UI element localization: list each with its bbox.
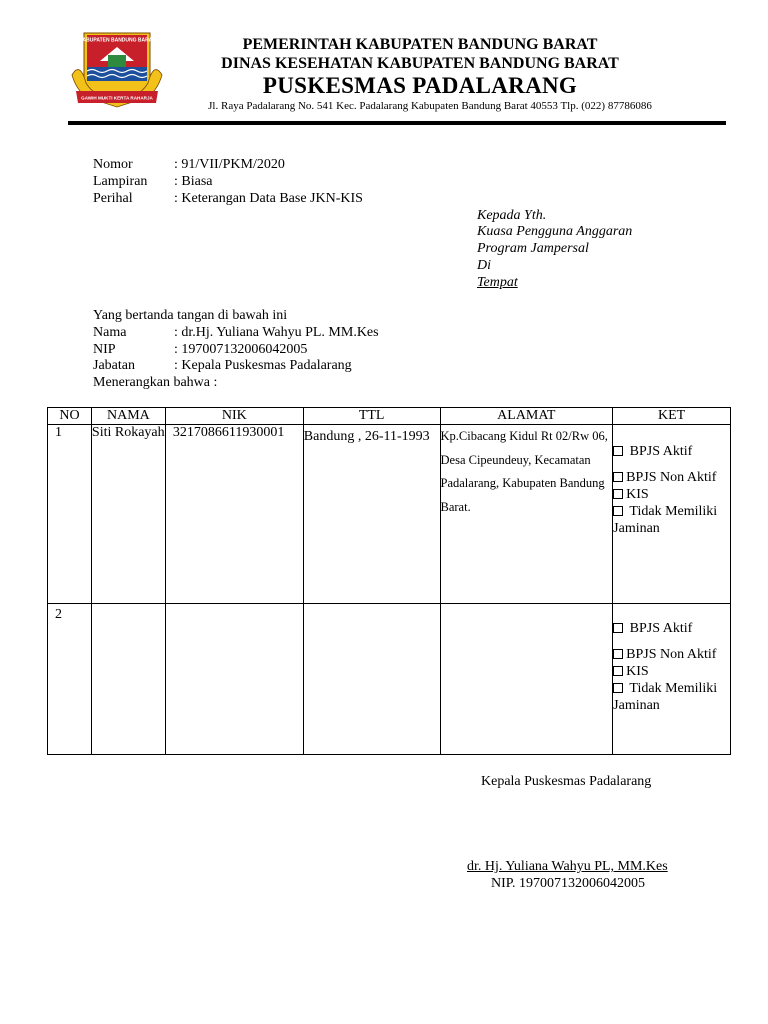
checkbox-icon[interactable] — [613, 506, 623, 516]
nama-value: : dr.Hj. Yuliana Wahyu PL. MM.Kes — [174, 325, 379, 340]
cell-nama — [91, 604, 165, 755]
header-line-puskesmas: PUSKESMAS PADALARANG — [262, 73, 578, 98]
header-line-government: PEMERINTAH KABUPATEN BANDUNG BARAT — [242, 36, 598, 53]
cell-no: 2 — [48, 604, 92, 755]
cell-ket — [613, 425, 731, 604]
recipient-line-3: Program Jampersal — [477, 241, 589, 256]
signature-nip: NIP. 197007132006042005 — [491, 876, 646, 891]
perihal-value: : Keterangan Data Base JKN-KIS — [174, 191, 363, 206]
logo-motto-text: GAWIH MUKTI KERTA RAHARJA — [81, 95, 153, 101]
cell-ttl — [303, 604, 440, 755]
perihal-label: Perihal — [93, 191, 133, 206]
cell-ket — [613, 604, 731, 755]
ket-bpjs-non-aktif: BPJS Non Aktif — [626, 470, 717, 485]
checkbox-icon[interactable] — [613, 683, 623, 693]
nomor-label: Nomor — [93, 157, 133, 172]
nip-value: : 197007132006042005 — [174, 342, 308, 357]
cell-alamat: Kp.Cibacang Kidul Rt 02/Rw 06, Desa Cipeundeuy, Kecamatan Padalarang, Kabupaten Bandung Barat. — [440, 425, 613, 604]
checkbox-icon[interactable] — [613, 649, 623, 659]
jabatan-value: : Kepala Puskesmas Padalarang — [174, 358, 352, 373]
cell-nik — [165, 604, 303, 755]
closing-text: Menerangkan bahwa : — [93, 375, 218, 390]
checkbox-icon[interactable] — [613, 489, 623, 499]
recipient-line-2: Kuasa Pengguna Anggaran — [477, 224, 633, 239]
column-header: NAMA — [91, 408, 165, 425]
header-line-department: DINAS KESEHATAN KABUPATEN BANDUNG BARAT — [221, 55, 619, 72]
nomor-value: : 91/VII/PKM/2020 — [174, 157, 285, 172]
signature-title: Kepala Puskesmas Padalarang — [481, 774, 652, 789]
letterhead-divider — [68, 121, 726, 125]
column-header: KET — [613, 408, 731, 425]
table-row — [48, 425, 731, 604]
checkbox-icon[interactable] — [613, 472, 623, 482]
jabatan-label: Jabatan — [93, 358, 135, 373]
ket-kis: KIS — [626, 664, 649, 679]
table-header-row — [48, 408, 731, 425]
column-header: ALAMAT — [440, 408, 613, 425]
nama-label: Nama — [93, 325, 127, 340]
recipient-line-4: Di — [477, 258, 491, 273]
recipient-line-1: Kepada Yth. — [477, 208, 547, 223]
ket-bpjs-non-aktif: BPJS Non Aktif — [626, 647, 717, 662]
cell-alamat — [440, 604, 613, 755]
cell-nama: Siti Rokayah — [91, 425, 165, 604]
recipient-line-5: Tempat — [477, 275, 518, 290]
jkn-kis-data-table — [47, 407, 731, 755]
ket-tidak-memiliki: Tidak Memiliki Jaminan — [613, 681, 718, 713]
cell-nik: 3217086611930001 — [165, 425, 303, 604]
checkbox-icon[interactable] — [613, 666, 623, 676]
column-header: NO — [48, 408, 92, 425]
table-row — [48, 604, 731, 755]
ket-bpjs-aktif: BPJS Aktif — [629, 621, 693, 636]
lampiran-label: Lampiran — [93, 174, 148, 189]
ket-tidak-memiliki: Tidak Memiliki Jaminan — [613, 504, 718, 536]
checkbox-icon[interactable] — [613, 623, 623, 633]
header-address: Jl. Raya Padalarang No. 541 Kec. Padalarang Kabupaten Bandung Barat 40553 Tlp. (022) 87786086 — [208, 100, 652, 112]
intro-text: Yang bertanda tangan di bawah ini — [93, 308, 288, 323]
nip-label: NIP — [93, 342, 116, 357]
logo-top-text: KABUPATEN BANDUNG BARAT — [78, 37, 156, 44]
ket-kis: KIS — [626, 487, 649, 502]
cell-no: 1 — [48, 425, 92, 604]
signature-name: dr. Hj. Yuliana Wahyu PL, MM.Kes — [467, 859, 668, 874]
cell-ttl: Bandung , 26-11-1993 — [303, 425, 440, 604]
checkbox-icon[interactable] — [613, 446, 623, 456]
column-header: NIK — [165, 408, 303, 425]
lampiran-value: : Biasa — [174, 174, 213, 189]
column-header: TTL — [303, 408, 440, 425]
ket-bpjs-aktif: BPJS Aktif — [629, 444, 693, 459]
